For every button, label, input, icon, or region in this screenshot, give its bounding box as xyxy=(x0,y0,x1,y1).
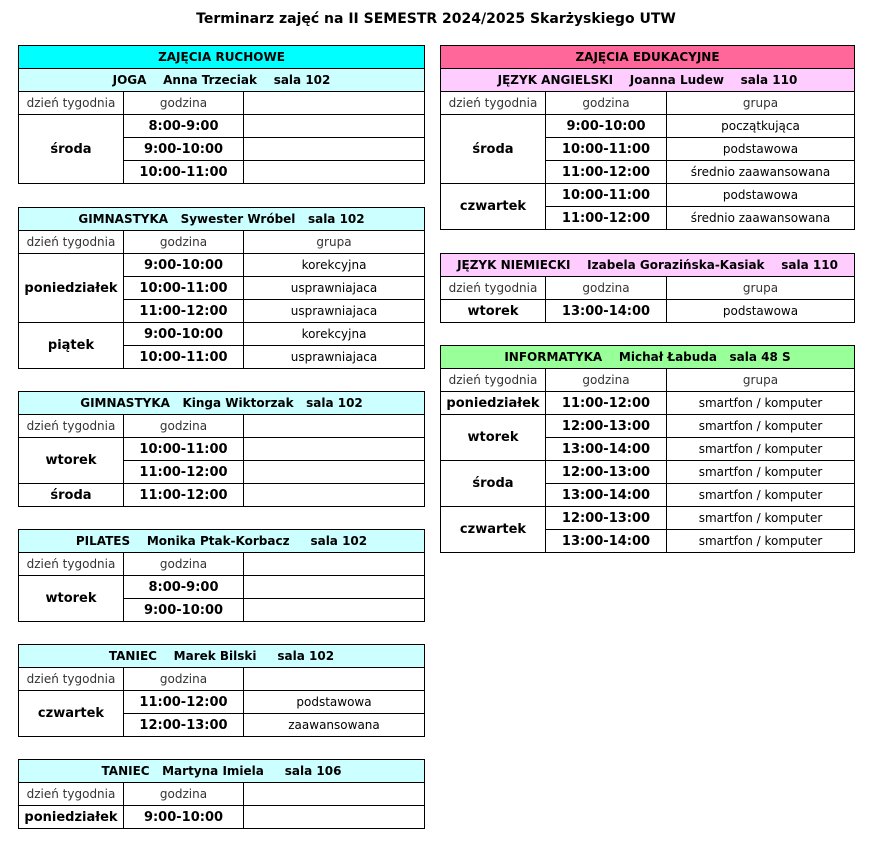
day-cell: poniedziałek xyxy=(18,805,124,829)
group-column-label xyxy=(243,414,425,438)
time-cell: 9:00-10:00 xyxy=(123,598,244,622)
time-cell: 8:00-9:00 xyxy=(123,575,244,599)
group-column-label: grupa xyxy=(666,276,855,300)
group-cell: smartfon / komputer xyxy=(666,483,855,507)
day-cell: środa xyxy=(18,114,124,184)
time-cell: 13:00-14:00 xyxy=(545,529,667,553)
hour-column-label: godzina xyxy=(123,414,244,438)
group-cell: usprawniajaca xyxy=(243,276,425,300)
edukacyjne-section-header: ZAJĘCIA EDUKACYJNE xyxy=(440,45,855,69)
time-cell: 10:00-11:00 xyxy=(123,437,244,461)
day-cell: środa xyxy=(440,114,546,184)
time-cell: 11:00-12:00 xyxy=(123,299,244,323)
day-cell: poniedziałek xyxy=(18,253,124,323)
group-cell: smartfon / komputer xyxy=(666,414,855,438)
group-cell xyxy=(243,437,425,461)
hour-column-label: godzina xyxy=(123,230,244,254)
time-cell: 10:00-11:00 xyxy=(123,160,244,184)
group-column-label xyxy=(243,782,425,806)
group-cell: podstawowa xyxy=(666,299,855,323)
group-cell: usprawniajaca xyxy=(243,299,425,323)
day-column-label: dzień tygodnia xyxy=(440,91,546,115)
day-cell: wtorek xyxy=(440,414,546,461)
day-cell: środa xyxy=(440,460,546,507)
day-cell: wtorek xyxy=(18,575,124,622)
group-cell: smartfon / komputer xyxy=(666,506,855,530)
day-column-label: dzień tygodnia xyxy=(18,230,124,254)
hour-column-label: godzina xyxy=(123,667,244,691)
hour-column-label: godzina xyxy=(545,91,667,115)
time-cell: 10:00-11:00 xyxy=(123,345,244,369)
group-cell xyxy=(243,114,425,138)
day-cell: środa xyxy=(18,483,124,507)
group-column-label xyxy=(243,91,425,115)
day-column-label: dzień tygodnia xyxy=(18,414,124,438)
time-cell: 13:00-14:00 xyxy=(545,437,667,461)
group-cell xyxy=(243,598,425,622)
group-cell: korekcyjna xyxy=(243,253,425,277)
group-column-label: grupa xyxy=(666,91,855,115)
time-cell: 9:00-10:00 xyxy=(123,322,244,346)
time-cell: 11:00-12:00 xyxy=(123,483,244,507)
time-cell: 12:00-13:00 xyxy=(545,460,667,484)
time-cell: 12:00-13:00 xyxy=(545,414,667,438)
group-cell xyxy=(243,137,425,161)
inf-header: INFORMATYKA Michał Łabuda sala 48 S xyxy=(440,345,855,369)
pilates-header: PILATES Monika Ptak-Korbacz sala 102 xyxy=(18,529,425,553)
day-column-label: dzień tygodnia xyxy=(440,276,546,300)
time-cell: 13:00-14:00 xyxy=(545,299,667,323)
day-cell: czwartek xyxy=(18,690,124,737)
day-cell: czwartek xyxy=(440,183,546,230)
day-column-label: dzień tygodnia xyxy=(18,552,124,576)
group-cell xyxy=(243,575,425,599)
group-cell xyxy=(243,160,425,184)
time-cell: 9:00-10:00 xyxy=(123,137,244,161)
hour-column-label: godzina xyxy=(545,368,667,392)
time-cell: 9:00-10:00 xyxy=(123,253,244,277)
group-cell: smartfon / komputer xyxy=(666,460,855,484)
group-cell: smartfon / komputer xyxy=(666,391,855,415)
group-cell: korekcyjna xyxy=(243,322,425,346)
group-cell: średnio zaawansowana xyxy=(666,160,855,184)
niem-header: JĘZYK NIEMIECKI Izabela Gorazińska-Kasiak sala 110 xyxy=(440,253,855,277)
hour-column-label: godzina xyxy=(123,91,244,115)
day-cell: wtorek xyxy=(18,437,124,484)
gim2-header: GIMNASTYKA Kinga Wiktorzak sala 102 xyxy=(18,391,425,415)
group-column-label: grupa xyxy=(666,368,855,392)
group-column-label xyxy=(243,552,425,576)
day-cell: poniedziałek xyxy=(440,391,546,415)
group-cell: średnio zaawansowana xyxy=(666,206,855,230)
time-cell: 11:00-12:00 xyxy=(545,391,667,415)
group-cell xyxy=(243,460,425,484)
time-cell: 12:00-13:00 xyxy=(545,506,667,530)
time-cell: 9:00-10:00 xyxy=(123,805,244,829)
group-column-label xyxy=(243,667,425,691)
day-cell: czwartek xyxy=(440,506,546,553)
time-cell: 10:00-11:00 xyxy=(545,137,667,161)
group-cell xyxy=(243,805,425,829)
time-cell: 10:00-11:00 xyxy=(545,183,667,207)
time-cell: 9:00-10:00 xyxy=(545,114,667,138)
time-cell: 11:00-12:00 xyxy=(123,690,244,714)
day-column-label: dzień tygodnia xyxy=(18,91,124,115)
day-cell: piątek xyxy=(18,322,124,369)
hour-column-label: godzina xyxy=(545,276,667,300)
group-cell: zaawansowana xyxy=(243,713,425,737)
day-column-label: dzień tygodnia xyxy=(18,667,124,691)
ang-header: JĘZYK ANGIELSKI Joanna Ludew sala 110 xyxy=(440,68,855,92)
time-cell: 11:00-12:00 xyxy=(545,206,667,230)
taniec1-header: TANIEC Marek Bilski sala 102 xyxy=(18,644,425,668)
time-cell: 13:00-14:00 xyxy=(545,483,667,507)
group-cell: smartfon / komputer xyxy=(666,437,855,461)
ruchowe-section-header: ZAJĘCIA RUCHOWE xyxy=(18,45,425,69)
time-cell: 12:00-13:00 xyxy=(123,713,244,737)
group-cell: podstawowa xyxy=(243,690,425,714)
time-cell: 11:00-12:00 xyxy=(545,160,667,184)
group-cell: smartfon / komputer xyxy=(666,529,855,553)
group-cell: usprawniajaca xyxy=(243,345,425,369)
time-cell: 10:00-11:00 xyxy=(123,276,244,300)
day-cell: wtorek xyxy=(440,299,546,323)
day-column-label: dzień tygodnia xyxy=(18,782,124,806)
day-column-label: dzień tygodnia xyxy=(440,368,546,392)
time-cell: 8:00-9:00 xyxy=(123,114,244,138)
gim1-header: GIMNASTYKA Sywester Wróbel sala 102 xyxy=(18,207,425,231)
group-cell: podstawowa xyxy=(666,137,855,161)
group-cell: początkująca xyxy=(666,114,855,138)
page-title: Terminarz zajęć na II SEMESTR 2024/2025 Skarżyskiego UTW xyxy=(196,11,676,27)
hour-column-label: godzina xyxy=(123,782,244,806)
group-cell xyxy=(243,483,425,507)
time-cell: 11:00-12:00 xyxy=(123,460,244,484)
hour-column-label: godzina xyxy=(123,552,244,576)
taniec2-header: TANIEC Martyna Imiela sala 106 xyxy=(18,759,425,783)
group-column-label: grupa xyxy=(243,230,425,254)
joga-header: JOGA Anna Trzeciak sala 102 xyxy=(18,68,425,92)
group-cell: podstawowa xyxy=(666,183,855,207)
